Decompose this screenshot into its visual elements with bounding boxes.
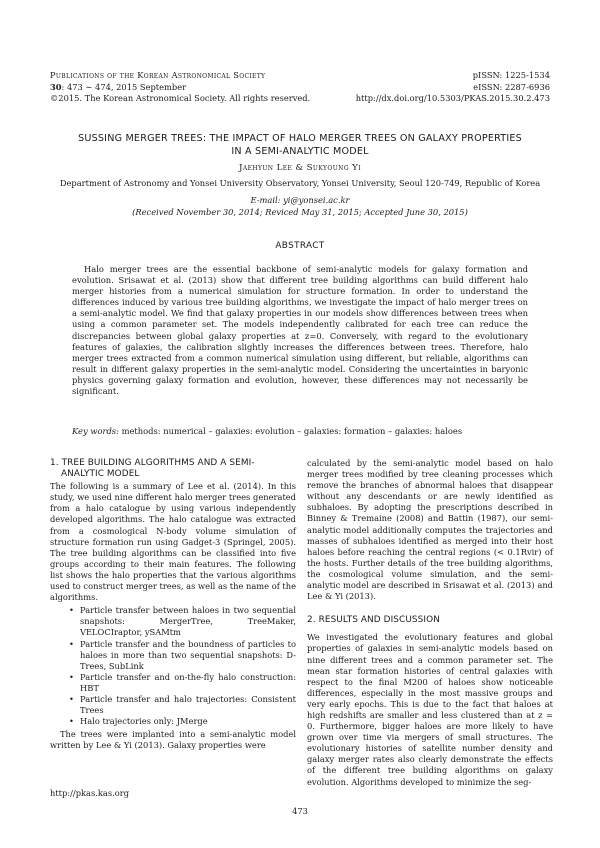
abstract-heading: ABSTRACT <box>275 241 325 251</box>
journal-url[interactable]: http://pkas.kas.org <box>50 788 130 798</box>
list-item <box>69 638 296 672</box>
list-item <box>69 605 296 638</box>
bullet: • <box>69 671 74 682</box>
list-item-text: Particle transfer between haloes in two sequential snapshots: MergerTree, TreeMaker, VELOCIraptor, ySAMtm <box>80 605 296 638</box>
section-1-heading <box>50 458 296 480</box>
email[interactable]: E-mail: yi@yonsei.ac.kr <box>250 195 350 205</box>
section-1-paragraph-1: The following is a summary of Lee et al. (2014). In this study, we used nine different halo merger trees generated from a halo catalogue by using various independently developed algorithms. The halo catalogue was extracted from a cosmological N-body volume simulation of structure formation run using Gadget-3 (Springel, 2005). The tree building algorithms can be classified into five groups according to their main features. The following list shows the halo properties that the various algorithms used to construct merger trees, as well as the name of the algorithms. <box>50 481 297 603</box>
list-item-text: Particle transfer and halo trajectories: Consistent Trees <box>80 693 296 716</box>
right-column <box>307 458 553 788</box>
section-1-heading-line-2: ANALYTIC MODEL <box>61 469 140 480</box>
journal-name: Publications of the Korean Astronomical Society <box>50 70 266 80</box>
left-column <box>50 458 296 751</box>
section-1-heading-line-1: 1. TREE BUILDING ALGORITHMS AND A SEMI- <box>50 458 255 468</box>
copyright: ©2015. The Korean Astronomical Society. All rights reserved. <box>50 93 311 103</box>
list-item-text: Particle transfer and on-the-fly halo construction: HBT <box>80 671 296 693</box>
title-line-1: SUSSING MERGER TREES: THE IMPACT OF HALO MERGER TREES ON GALAXY PROPERTIES <box>78 133 522 144</box>
algorithm-list <box>50 605 296 727</box>
eissn: eISSN: 2287-6936 <box>473 81 550 92</box>
page-number: 473 <box>292 806 308 816</box>
volume-info <box>50 82 310 94</box>
keywords-label: Key words: <box>72 426 119 436</box>
list-item <box>69 716 296 727</box>
list-item <box>69 693 296 716</box>
abstract-text: Halo merger trees are the essential backbone of semi-analytic models for galaxy formation and evolution. Srisawat et al. (2013) show that different tree building algorithms can build different halo merger histories from a numerical simulation for structure formation. In order to understand the differences induced by various tree building algorithms, we investigate the impact of halo merger trees on a semi-analytic model. We find that galaxy properties in our models show differences between trees when using a common parameter set. The models independently calibrated for each tree can reduce the discrepancies between global galaxy properties at z=0. Conversely, with regard to the evolutionary features of galaxies, the calibration slightly increases the differences between trees. Therefore, halo merger trees extracted from a common numerical simulation using different, but reliable, algorithms can result in different galaxy properties in the semi-analytic model. Considering the uncertainties in baryonic physics governing galaxy formation and evolution, however, these differences may not necessarily be significant. <box>72 264 528 397</box>
issn-header <box>356 70 550 105</box>
volume-number: 30 <box>50 81 62 92</box>
doi-link[interactable]: http://dx.doi.org/10.5303/PKAS.2015.30.2.473 <box>355 93 550 103</box>
received-dates: (Received November 30, 2014; Reviced May 31, 2015; Accepted June 30, 2015) <box>132 207 468 217</box>
bullet: • <box>69 605 74 616</box>
journal-header <box>50 70 310 105</box>
list-item-text: Halo trajectories only: JMerge <box>80 716 208 727</box>
authors: Jaehyun Lee & Sukyoung Yi <box>239 163 361 173</box>
section-1-paragraph-2: The trees were implanted into a semi-analytic model written by Lee & Yi (2013). Galaxy properties were <box>50 729 296 751</box>
section-2-heading: 2. RESULTS AND DISCUSSION <box>307 615 440 626</box>
keywords-list: methods: numerical – galaxies: evolution – galaxies: formation – galaxies: haloes <box>121 426 463 436</box>
bullet: • <box>69 693 74 704</box>
title-line-2: IN A SEMI-ANALYTIC MODEL <box>231 145 369 157</box>
list-item-text: Particle transfer and the boundness of particles to haloes in more than two sequential snapshots: D-Trees, SubLink <box>80 638 296 671</box>
list-item <box>69 671 296 694</box>
bullet: • <box>69 638 74 649</box>
section-2-paragraph: We investigated the evolutionary features and global properties of galaxies in semi-analytic models based on nine different trees and a common parameter set. The mean star formation histories of central galaxies with respect to the final M200 of haloes show noticeable differences, especially in the most massive groups and very early epochs. This is due to the fact that haloes at high redshifts are smaller and less clustered than at z = 0. Furthermore, bigger haloes are more likely to have grown over time via mergers of small structures. The evolutionary histories of satellite number density and galaxy merger rates also clearly demonstrate the effects of the different tree building algorithms on galaxy evolution. Algorithms developed to minimize the seg- <box>307 632 553 787</box>
section-1-continuation: calculated by the semi-analytic model based on halo merger trees modified by tree cleaning processes which remove the branches of abnormal haloes that disappear without any descendants or are newly identified as subhaloes. By adopting the prescriptions described in Binney & Tremaine (2008) and Battin (1987), our semi-analytic model additionally computes the trajectories and masses of subhaloes identified as merged into their host haloes before reaching the central regions (< 0.1Rvir) of the hosts. Further details of the tree building algorithms, the cosmological volume simulation, and the semi-analytic model are described in Srisawat et al. (2013) and Lee & Yi (2013). <box>307 458 553 602</box>
bullet: • <box>69 716 74 727</box>
affiliation: Department of Astronomy and Yonsei University Observatory, Yonsei University, Seoul 120-749, Republic of Korea <box>59 178 541 188</box>
keywords <box>72 426 528 437</box>
pissn: pISSN: 1225-1534 <box>472 70 550 80</box>
pages-date: : 473 ∼ 474, 2015 September <box>61 81 187 92</box>
paper-title <box>60 133 540 158</box>
